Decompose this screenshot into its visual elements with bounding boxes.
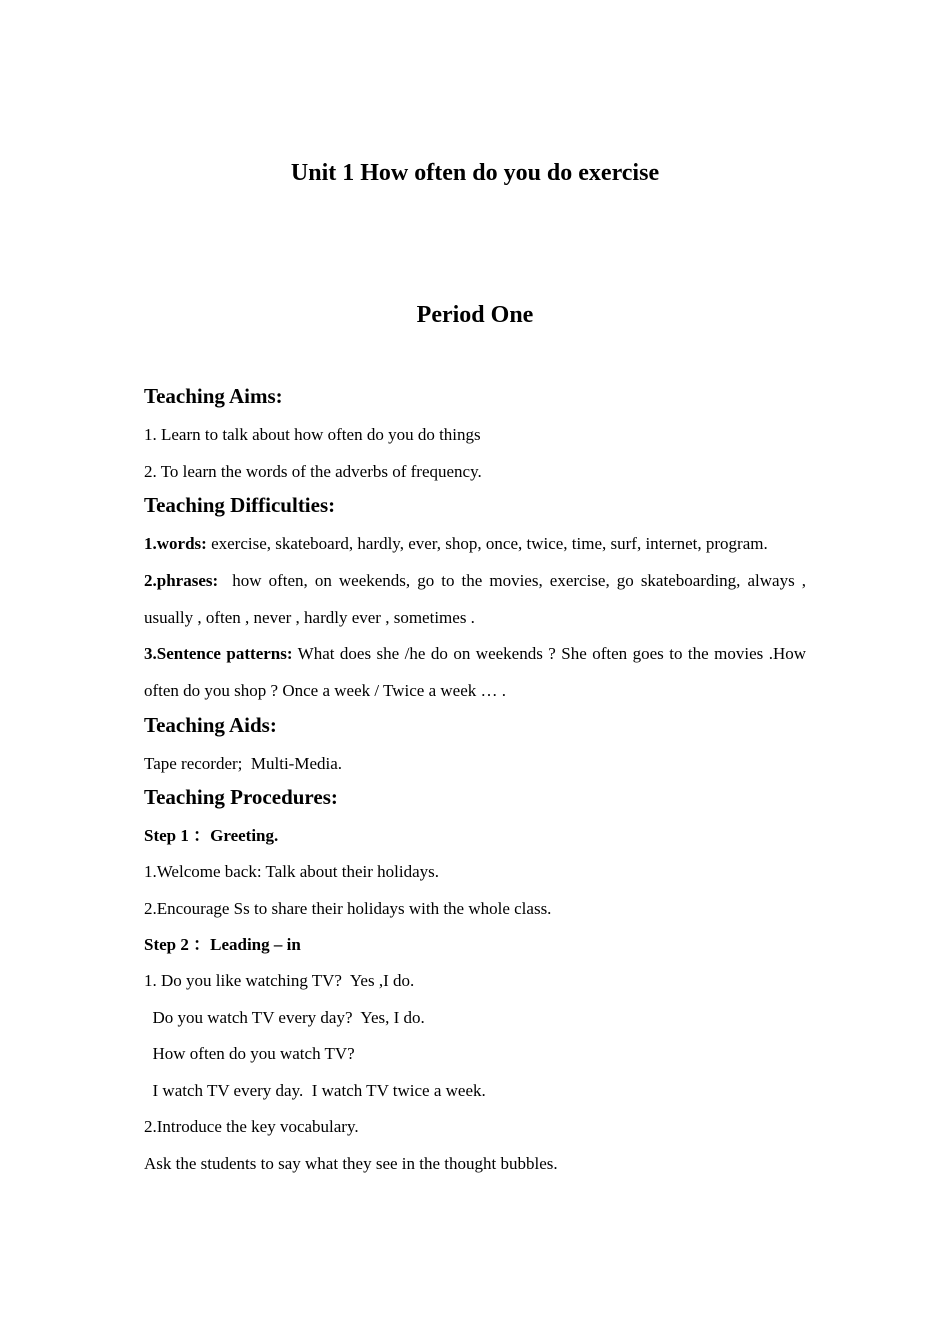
procedures-heading: Teaching Procedures: [144,785,338,810]
difficulties-heading: Teaching Difficulties: [144,493,336,517]
step-2-line: Ask the students to say what they see in the thought bubbles. [144,1153,558,1173]
step-1-line: 1.Welcome back: Talk about their holidays. [144,862,440,882]
difficulties-words [144,526,806,563]
step-2-line: I watch TV every day. I watch TV twice a week. [144,1080,486,1100]
patterns-text: What does she /he do on weekends ? She often goes to the movies .How often do you shop ? Once a week / Twice a week … . [144,644,806,701]
step-1-label: Step 1 ：Greeting. [144,826,279,846]
phrases-text: how often, on weekends, go to the movies, exercise, go skateboarding, always , usually , often , never , hardly ever , sometimes . [144,570,811,627]
difficulties-phrases [144,563,811,637]
aims-heading: Teaching Aims: [144,384,283,408]
document-title: Unit 1 How often do you do exercise [290,160,660,186]
step-1-line: 2.Encourage Ss to share their holidays with the whole class. [144,898,552,918]
aims-item: 2. To learn the words of the adverbs of frequency. [144,461,482,481]
document-body [144,381,811,1182]
phrases-label: 2.phrases: [144,570,219,590]
step-2-line: How often do you watch TV? [144,1044,355,1064]
aids-text: Tape recorder; Multi-Media. [144,753,343,773]
step-2-line: 2.Introduce the key vocabulary. [144,1117,359,1137]
words-text: exercise, skateboard, hardly, ever, shop, once, twice, time, surf, internet, program. [206,534,768,553]
step-2-label: Step 2 ：Leading – in [144,935,301,955]
words-label: 1.words: [144,534,207,553]
step-2-line: 1. Do you like watching TV? Yes ,I do. [144,971,415,991]
aids-heading: Teaching Aids: [144,712,277,737]
aims-item: 1. Learn to talk about how often do you do things [144,425,481,444]
period-title: Period One [416,302,534,328]
step-2-line: Do you watch TV every day? Yes, I do. [144,1007,425,1027]
patterns-label: 3.Sentence patterns: [144,644,293,664]
difficulties-patterns [144,636,806,710]
